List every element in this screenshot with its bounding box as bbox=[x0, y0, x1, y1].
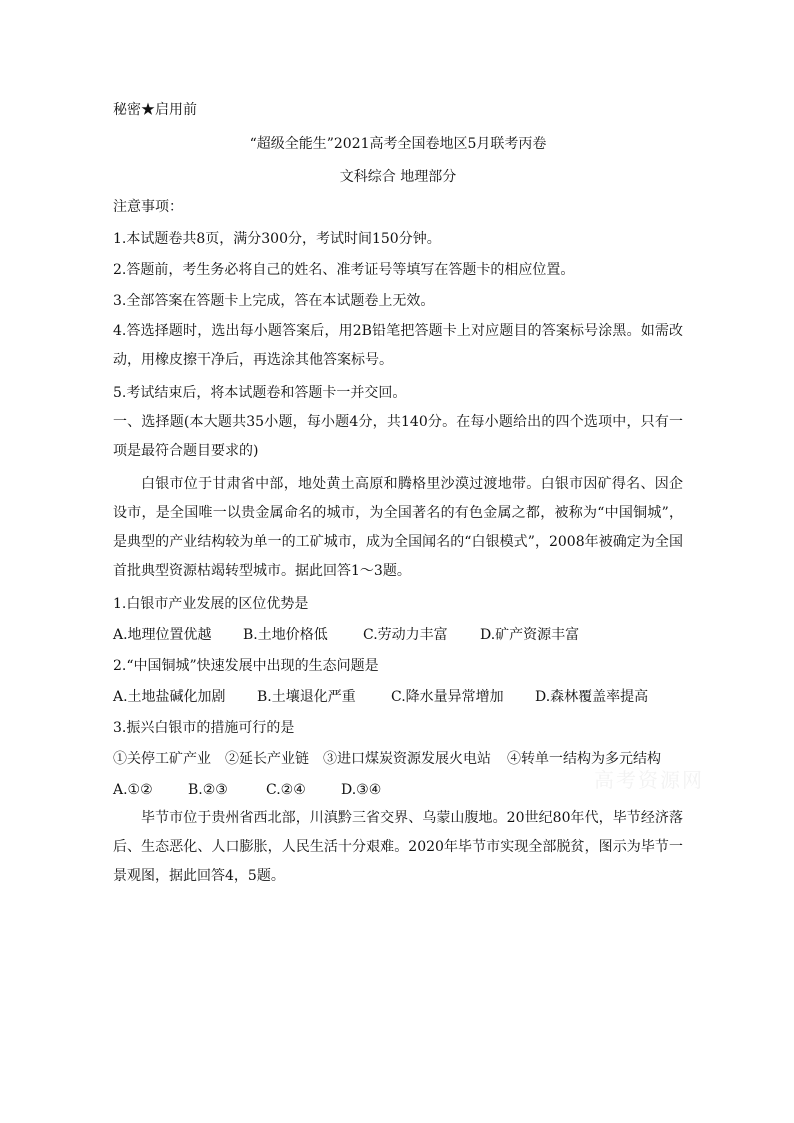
notice-item-4: 4.答选择题时，选出每小题答案后，用2B铅笔把答题卡上对应题目的答案标号涂黑。如需改动，用橡皮擦干净后，再选涂其他答案标号。 bbox=[113, 323, 683, 368]
notice-item-5: 5.考试结束后，将本试题卷和答题卡一并交回。 bbox=[113, 385, 407, 401]
notice-item-3: 3.全部答案在答题卡上完成，答在本试题卷上无效。 bbox=[113, 293, 435, 309]
q1-option-d[interactable]: D.矿产资源丰富 bbox=[480, 627, 580, 643]
q3-option-c[interactable]: C.②④ bbox=[266, 782, 306, 798]
question-2-stem: 2.“中国铜城”快速发展中出现的生态问题是 bbox=[113, 658, 379, 674]
secret-mark: 秘密★启用前 bbox=[113, 102, 197, 118]
watermark: 高考资源网 bbox=[594, 768, 704, 792]
notice-heading: 注意事项： bbox=[113, 199, 183, 215]
q1-option-b[interactable]: B.土地价格低 bbox=[243, 627, 328, 643]
notice-item-1: 1.本试题卷共8页，满分300分，考试时间150分钟。 bbox=[113, 231, 441, 247]
q2-option-d[interactable]: D.森林覆盖率提高 bbox=[535, 689, 649, 705]
exam-title: “超级全能生”2021高考全国卷地区5月联考丙卷 bbox=[249, 136, 547, 152]
passage-baiyin: 白银市位于甘肃省中部，地处黄土高原和腾格里沙漠过渡地带。白银市因矿得名、因企设市，是全国唯一以贵金属命名的城市，为全国著名的有色金属之都，被称为“中国铜城”，是典型的产业结构较为单一的工矿城市，成为全国闻名的“白银模式”，2008年被确定为全国首批典型资源枯竭转型城市。据此回答1～3题。 bbox=[113, 476, 683, 579]
q3-option-b[interactable]: B.②③ bbox=[188, 782, 228, 798]
q1-option-a[interactable]: A.地理位置优越 bbox=[113, 627, 212, 643]
q2-option-b[interactable]: B.土壤退化严重 bbox=[257, 689, 356, 705]
passage-bijie: 毕节市位于贵州省西北部，川滇黔三省交界、乌蒙山腹地。20世纪80年代，毕节经济落后、生态恶化、人口膨胀，人民生活十分艰难。2020年毕节市实现全部脱贫，图示为毕节一景观图，据此回答4，5题。 bbox=[113, 810, 683, 884]
question-1-stem: 1.白银市产业发展的区位优势是 bbox=[113, 596, 309, 612]
question-1-options bbox=[113, 625, 683, 645]
q3-option-d[interactable]: D.③④ bbox=[341, 782, 382, 798]
q2-option-a[interactable]: A.土地盐碱化加剧 bbox=[113, 689, 226, 705]
q3-measure-3: ③进口煤炭资源发展火电站 bbox=[323, 751, 491, 767]
q3-option-a[interactable]: A.①② bbox=[113, 782, 153, 798]
subject-title: 文科综合 地理部分 bbox=[339, 169, 457, 185]
q3-measure-2: ②延长产业链 bbox=[225, 751, 309, 767]
q3-measure-4: ④转单一结构为多元结构 bbox=[507, 751, 661, 767]
question-2-options bbox=[113, 687, 683, 707]
q3-measure-1: ①关停工矿产业 bbox=[113, 751, 211, 767]
notice-item-2: 2.答题前，考生务必将自己的姓名、准考证号等填写在答题卡的相应位置。 bbox=[113, 262, 575, 278]
question-3-stem: 3.振兴白银市的措施可行的是 bbox=[113, 720, 295, 736]
q2-option-c[interactable]: C.降水量异常增加 bbox=[391, 689, 504, 705]
q1-option-c[interactable]: C.劳动力丰富 bbox=[363, 627, 448, 643]
section-heading: 一、选择题(本大题共35小题，每小题4分，共140分。在每小题给出的四个选项中，只有一项是最符合题目要求的) bbox=[113, 414, 683, 459]
